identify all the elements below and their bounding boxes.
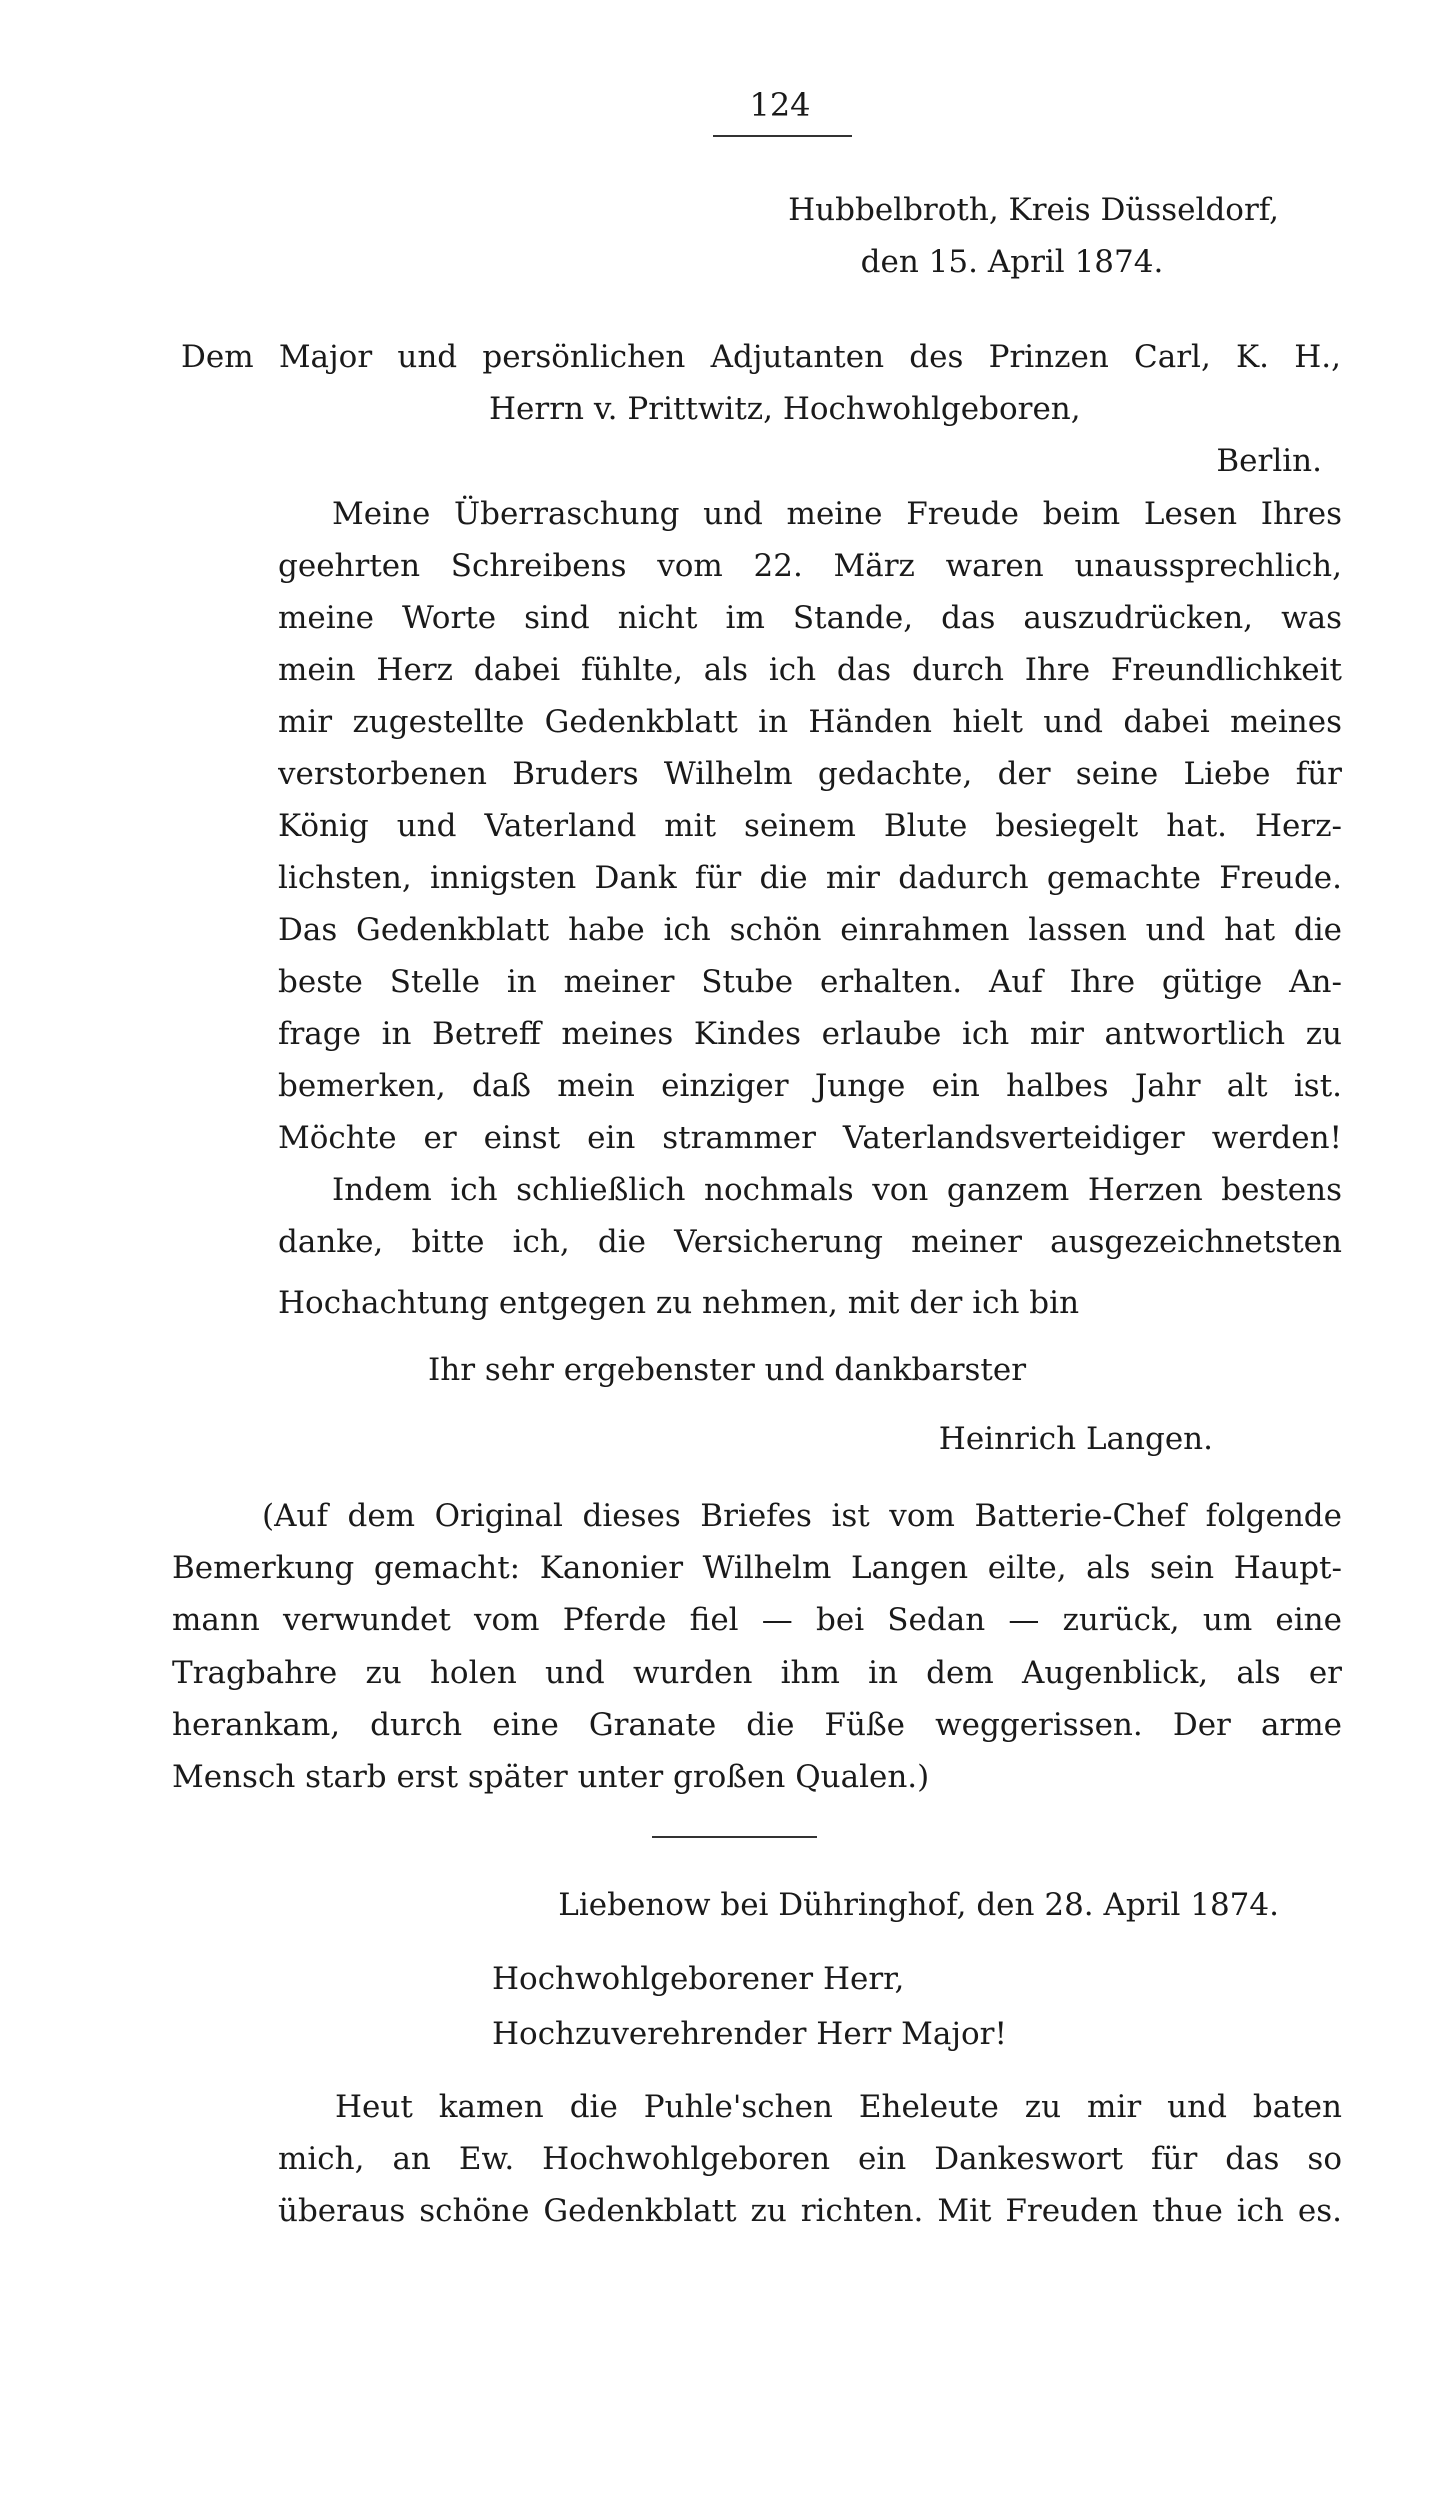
note-line: Tragbahre zu holen und wurden ihm in dem Augenblick, als er (172, 1655, 1342, 1691)
body-line: mein Herz dabei fühlte, als ich das durch Ihre Freundlichkeit (278, 652, 1342, 688)
note-line: Bemerkung gemacht: Kanonier Wilhelm Langen eilte, als sein Haupt- (172, 1550, 1342, 1586)
page-number-rule (713, 135, 852, 137)
letter1-closing: Ihr sehr ergebenster und dankbarster (428, 1352, 1027, 1388)
letter1-address-line: Dem Major und persönlichen Adjutanten des Prinzen Carl, K. H., (181, 339, 1341, 375)
letter2-salutation: Hochwohlgeborener Herr, (492, 1961, 905, 1997)
body-line: Heut kamen die Puhle'schen Eheleute zu mir und baten (335, 2089, 1342, 2125)
body-line: lichsten, innigsten Dank für die mir dadurch gemachte Freude. (278, 860, 1342, 896)
page-number: 124 (749, 86, 811, 124)
body-line: Möchte er einst ein strammer Vaterlandsverteidiger werden! (278, 1120, 1342, 1156)
body-line: frage in Betreff meines Kindes erlaube ich mir antwortlich zu (278, 1016, 1342, 1052)
letter1-place: Hubbelbroth, Kreis Düsseldorf, (788, 192, 1279, 228)
body-line: mich, an Ew. Hochwohlgeboren ein Dankeswort für das so (278, 2141, 1342, 2177)
body-line: beste Stelle in meiner Stube erhalten. Auf Ihre gütige An- (278, 964, 1342, 1000)
body-line: Das Gedenkblatt habe ich schön einrahmen lassen und hat die (278, 912, 1342, 948)
body-line: verstorbenen Bruders Wilhelm gedachte, der seine Liebe für (278, 756, 1342, 792)
letter2-salutation: Hochzuverehrender Herr Major! (492, 2016, 1007, 2052)
note-line: Mensch starb erst später unter großen Qualen.) (172, 1759, 930, 1795)
body-line: Meine Überraschung und meine Freude beim Lesen Ihres (332, 496, 1342, 532)
letter2-place-date: Liebenow bei Dühringhof, den 28. April 1874. (558, 1887, 1279, 1923)
body-line: danke, bitte ich, die Versicherung meiner ausgezeichnetsten (278, 1224, 1342, 1260)
letter1-date: den 15. April 1874. (860, 244, 1164, 280)
body-line: Hochachtung entgegen zu nehmen, mit der ich bin (278, 1285, 1080, 1321)
body-line: meine Worte sind nicht im Stande, das auszudrücken, was (278, 600, 1342, 636)
body-line: mir zugestellte Gedenkblatt in Händen hielt und dabei meines (278, 704, 1342, 740)
body-line: Indem ich schließlich nochmals von ganzem Herzen bestens (332, 1172, 1342, 1208)
note-line: herankam, durch eine Granate die Füße weggerissen. Der arme (172, 1707, 1342, 1743)
letter1-signature: Heinrich Langen. (938, 1421, 1213, 1457)
letter1-address-line: Herrn v. Prittwitz, Hochwohlgeboren, (489, 391, 1081, 427)
note-line: mann verwundet vom Pferde fiel — bei Sedan — zurück, um eine (172, 1602, 1342, 1638)
note-line: (Auf dem Original dieses Briefes ist vom Batterie-Chef folgende (262, 1498, 1342, 1534)
section-divider (652, 1836, 817, 1838)
body-line: geehrten Schreibens vom 22. März waren unaussprechlich, (278, 548, 1342, 584)
letter1-address-city: Berlin. (1216, 443, 1322, 479)
body-line: überaus schöne Gedenkblatt zu richten. Mit Freuden thue ich es. (278, 2193, 1342, 2229)
body-line: bemerken, daß mein einziger Junge ein halbes Jahr alt ist. (278, 1068, 1342, 1104)
body-line: König und Vaterland mit seinem Blute besiegelt hat. Herz- (278, 808, 1342, 844)
